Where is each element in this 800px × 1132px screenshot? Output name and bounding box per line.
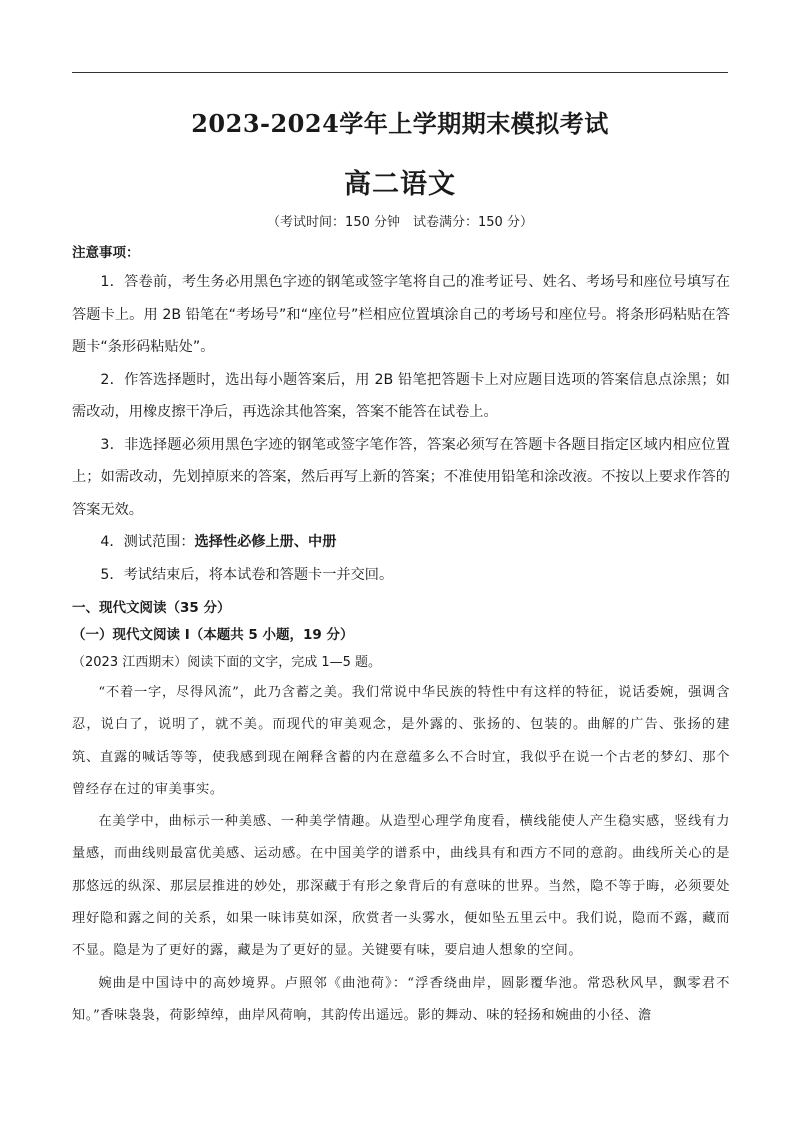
page-content <box>72 240 730 1032</box>
notice-heading: 注意事项： <box>72 245 140 261</box>
exam-info: （考试时间：150 分钟 试卷满分：150 分） <box>267 215 533 230</box>
notice-item-2: 2．作答选择题时，选出每小题答案后，用 2B 铅笔把答题卡上对应题目选项的答案信息点涂黑；如需改动，用橡皮擦干净后，再选涂其他答案，答案不能答在试卷上。 <box>72 371 730 420</box>
passage-paragraph-1: “不着一字，尽得风流”，此乃含蓄之美。我们常说中华民族的特性中有这样的特征，说话委婉，强调含忍，说白了，说明了，就不美。而现代的审美观念，是外露的、张扬的、包装的。曲解的广告、张扬的建筑、直露的喊话等等，使我感到现在阐释含蓄的内在意蕴多么不合时宜，我似乎在说一个古老的梦幻、那个曾经存在过的审美事实。 <box>72 685 730 797</box>
notice-item-3: 3．非选择题必须用黑色字迹的钢笔或签字笔作答，答案必须写在答题卡各题目指定区域内相应位置上；如需改动，先划掉原来的答案，然后再写上新的答案；不准使用铅笔和涂改液。不按以上要求作答的答案无效。 <box>72 436 730 518</box>
notice-item-5: 5．考试结束后，将本试卷和答题卡一并交回。 <box>100 566 394 583</box>
notice-item-4-prefix: 4．测试范围： <box>100 534 195 550</box>
notice-item-1: 1．答卷前，考生务必用黑色字迹的钢笔或签字笔将自己的准考证号、姓名、考场号和座位号填写在答题卡上。用 2B 铅笔在“考场号”和“座位号”栏相应位置填涂自己的考场号和座位号。将条形码粘贴在答题卡“条形码粘贴处”。 <box>72 274 730 355</box>
passage-paragraph-2: 在美学中，曲标示一种美感、一种美学情趣。从造型心理学角度看，横线能使人产生稳实感，竖线有力量感，而曲线则最富优美感、运动感。在中国美学的谱系中，曲线具有和西方不同的意韵。曲线所关心的是那悠远的纵深、那层层推进的妙处，那深藏于有形之象背后的有意味的世界。当然，隐不等于晦，必须要处理好隐和露之间的关系，如果一味讳莫如深，欣赏者一头雾水，便如坠五里云中。我们说，隐而不露，藏而不显。隐是为了更好的露，藏是为了更好的显。关键要有味，要启迪人想象的空间。 <box>72 814 730 959</box>
exam-title: 2023-2024学年上学期期末模拟考试 <box>191 109 609 138</box>
test-scope: 选择性必修上册、中册 <box>194 534 337 550</box>
notice-item-4 <box>72 526 730 559</box>
passage-source: （2023 江西期末）阅读下面的文字，完成 1—5 题。 <box>72 655 382 670</box>
subsection-heading: （一）现代文阅读 I（本题共 5 小题，19 分） <box>72 627 354 643</box>
subject-title: 高二语文 <box>344 169 456 200</box>
passage-paragraph-3: 婉曲是中国诗中的高妙境界。卢照邻《曲池荷》：“浮香绕曲岸，圆影覆华池。常恐秋风早，飘零君不知。”香味袅袅，荷影绰绰，曲岸风荷响，其韵传出遥远。影的舞动、味的轻扬和婉曲的小径、澹 <box>72 975 730 1023</box>
header-rule <box>72 72 728 73</box>
section-heading: 一、现代文阅读（35 分） <box>72 600 231 616</box>
